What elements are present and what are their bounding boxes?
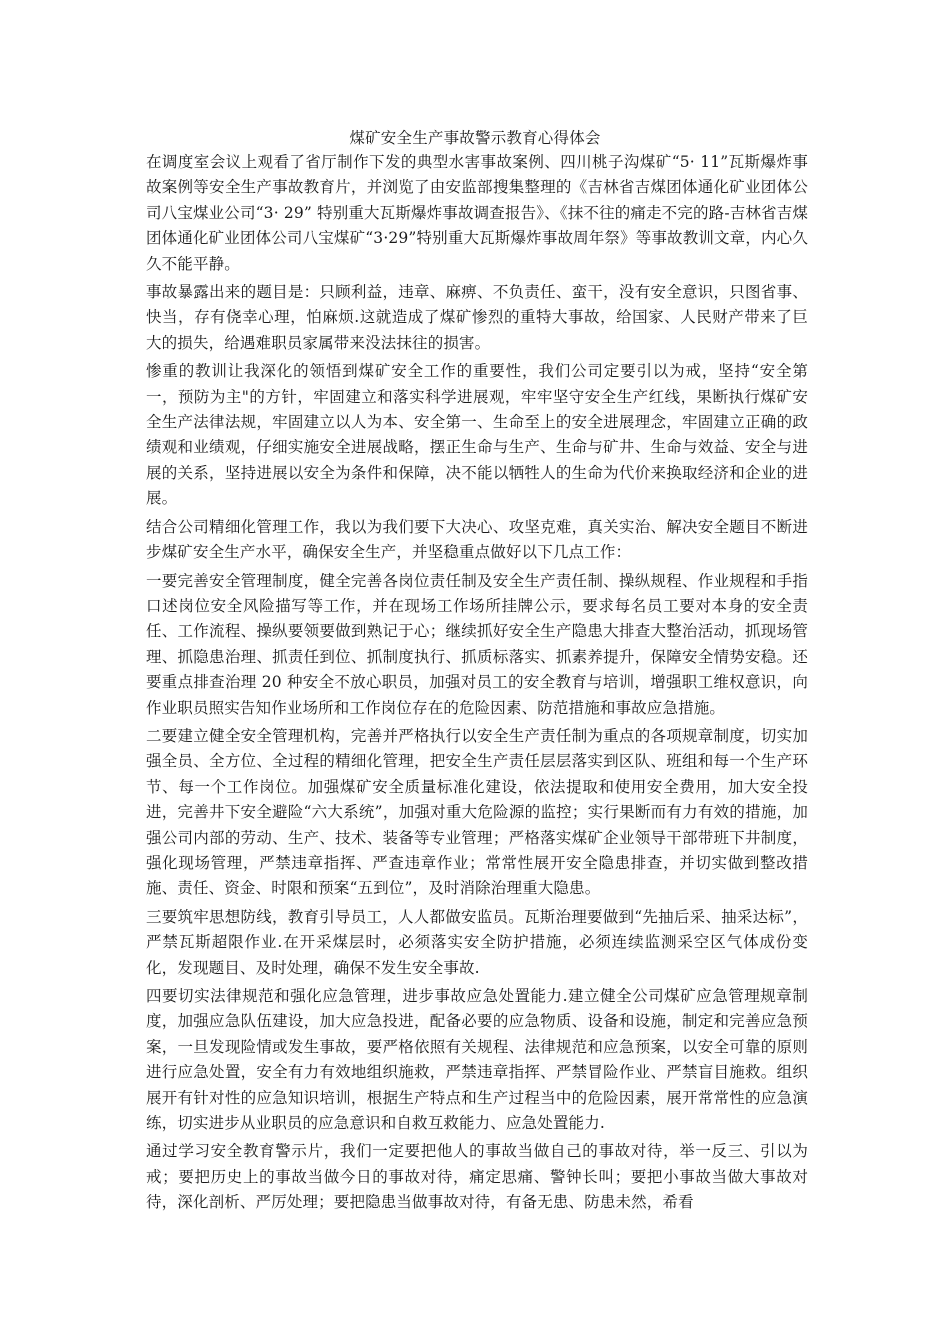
paragraph-key-work: 结合公司精细化管理工作，我以为我们要下大决心、攻坚克难，真关实治、解决安全题目不断进步煤矿安全生产水平，确保安全生产，并坚稳重点做好以下几点工作： <box>146 517 808 562</box>
paragraph-lessons: 惨重的教训让我深化的领悟到煤矿安全工作的重要性，我们公司定要引以为戒，坚持“安全第一，预防为主"的方针，牢固建立和落实科学进展观，牢牢坚守安全生产红线，果断执行煤矿安全生产法律法规，牢固建立以人为本、安全第一、生命至上的安全进展理念，牢固建立正确的政绩观和业绩观，仔细实施安全进展战略，摆正生命与生产、生命与矿井、生命与效益、安全与进展的关系，坚持进展以安全为条件和保障，决不能以牺牲人的生命为代价来换取经济和企业的进展。 <box>146 362 808 508</box>
document-title: 煤矿安全生产事故警示教育心得体会 <box>349 129 601 147</box>
paragraph-point-three: 三要筑牢思想防线，教育引导员工，人人都做安监员。瓦斯治理要做到“先抽后采、抽采达标”，严禁瓦斯超限作业.在开采煤层时，必须落实安全防护措施，必须连续监测采空区气体成份变化，发现题目、及时处理，确保不发生安全事故. <box>146 907 808 977</box>
document-body <box>146 150 808 1219</box>
paragraph-intro: 在调度室会议上观看了省厅制作下发的典型水害事故案例、四川桃子沟煤矿“5· 11”瓦斯爆炸事故案例等安全生产事故教育片，并浏览了由安监部搜集整理的《吉林省吉煤团体通化矿业团体公司八宝煤业公司“3· 29” 特别重大瓦斯爆炸事故调查报告》、《抹不往的痛走不完的路-吉林省吉煤团体通化矿业团体公司八宝煤矿“3·29”特别重大瓦斯爆炸事故周年祭》等事故教训文章，内心久久不能平静。 <box>146 153 808 273</box>
paragraph-point-one: 一要完善安全管理制度，健全完善各岗位责任制及安全生产责任制、操纵规程、作业规程和手指口述岗位安全风险描写等工作，并在现场工作场所挂牌公示，要求每名员工要对本身的安全责任、工作流程、操纵要领要做到熟记于心；继续抓好安全生产隐患大排查大整治活动，抓现场管理、抓隐患治理、抓责任到位、抓制度执行、抓质标落实、抓素养提升，保障安全情势安稳。还要重点排查治理 20 种安全不放心职员，加强对员工的安全教育与培训，增强职工维权意识，向作业职员照实告知作业场所和工作岗位存在的危险因素、防范措施和事故应急措施。 <box>146 571 808 717</box>
paragraph-point-two: 二要建立健全安全管理机构，完善并严格执行以安全生产责任制为重点的各项规章制度，切实加强全员、全方位、全过程的精细化管理，把安全生产责任层层落实到区队、班组和每一个生产环节、每一个工作岗位。加强煤矿安全质量标准化建设，依法提取和使用安全费用，加大安全投进，完善井下安全避险“六大系统”，加强对重大危险源的监控；实行果断而有力有效的措施，加强公司内部的劳动、生产、技术、装备等专业管理；严格落实煤矿企业领导干部带班下井制度，强化现场管理，严禁违章指挥、严查违章作业；常常性展开安全隐患排查，并切实做到整改措施、责任、资金、时限和预案“五到位”，及时消除治理重大隐患。 <box>146 726 808 898</box>
paragraph-point-four: 四要切实法律规范和强化应急管理，进步事故应急处置能力.建立健全公司煤矿应急管理规章制度，加强应急队伍建设，加大应急投进，配备必要的应急物质、设备和设施，制定和完善应急预案，一旦发现险情或发生事故，要严格依照有关规程、法律规范和应急预案，以安全可靠的原则进行应急处置，安全有力有效地组织施救，严禁违章指挥、严禁冒险作业、严禁盲目施救。组织展开有针对性的应急知识培训，根据生产特点和生产过程当中的危险因素，展开常常性的应急演练，切实进步从业职员的应急意识和自救互救能力、应急处置能力. <box>146 987 808 1133</box>
paragraph-conclusion: 通过学习安全教育警示片，我们一定要把他人的事故当做自己的事故对待，举一反三、引以为戒；要把历史上的事故当做今日的事故对待，痛定思痛、警钟长叫；要把小事故当做大事故对待，深化剖析、严厉处理；要把隐患当做事故对待，有备无患、防患未然，希看 <box>146 1142 808 1212</box>
paragraph-exposed-problems: 事故暴露出来的题目是：只顾利益，违章、麻痹、不负责任、蛮干，没有安全意识，只图省事、快当，存有侥幸心理，怕麻烦.这就造成了煤矿惨烈的重特大事故，给国家、人民财产带来了巨大的损失，给遇难职员家属带来没法抹往的损害。 <box>146 283 808 352</box>
